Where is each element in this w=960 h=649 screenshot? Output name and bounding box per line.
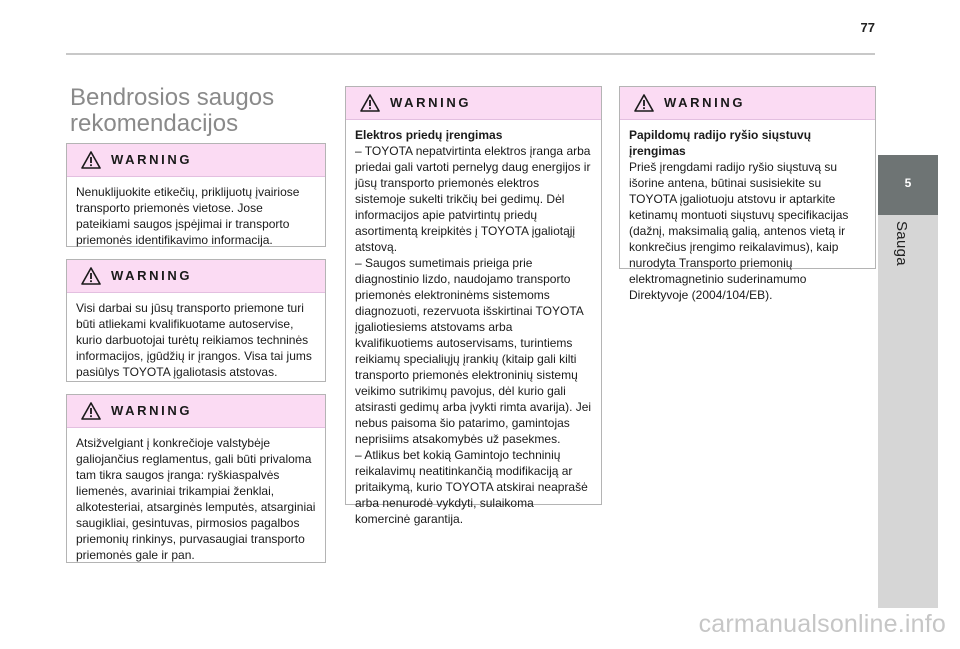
header-rule xyxy=(66,53,875,55)
chapter-label: Sauga xyxy=(893,221,910,266)
warning-text: – TOYOTA nepatvirtinta elektros įranga arba priedai gali vartoti pernelyg daug energijos ir jūsų transporto priemonės elektros sistemoje sukelti trikčių bei gedimų. Dėl informacijos apie patvirtintų priedų asortimentą kreipkitės į TOYOTA įgaliotąjį atstovą. xyxy=(355,144,591,254)
chapter-tab[interactable] xyxy=(878,155,938,215)
warning-subheading: Papildomų radijo ryšio siųstuvų įrengimas xyxy=(629,128,812,158)
warning-triangle-icon xyxy=(81,402,101,420)
warning-box-equipment xyxy=(66,394,326,563)
warning-title: WARNING xyxy=(664,95,746,110)
warning-body xyxy=(346,120,601,536)
warning-box-service xyxy=(66,259,326,382)
warning-body xyxy=(67,428,325,572)
warning-box-radio-transmitters xyxy=(619,86,876,302)
warning-body xyxy=(67,177,325,257)
warning-header xyxy=(67,395,325,428)
warning-text: Atsižvelgiant į konkrečioje valstybėje galiojančius reglamentus, gali būti privaloma tam tikra saugos įranga: ryškiaspalvės liemenės, avariniai trikampiai ženklai, alkotesteriai, atsarginės lemputės, atsarginiai saugikliai, gesintuvas, pirmosios pagalbos priemonių rinkinys, purvasaugiai transporto priemonės gale ir pan. xyxy=(76,436,316,562)
warning-title: WARNING xyxy=(111,152,193,167)
warning-title: WARNING xyxy=(111,403,193,418)
section-title: Bendrosios saugos rekomendacijos xyxy=(70,84,275,137)
warning-triangle-icon xyxy=(81,151,101,169)
warning-header xyxy=(346,87,601,120)
warning-text: Visi darbai su jūsų transporto priemone turi būti atliekami kvalifikuotame autoservise, kurio darbuotojai turėtų reikiamos techninės informacijos, įgūdžių ir įrangos. Visa tai jums pasiūlys TOYOTA įgaliotasis atstovas. xyxy=(76,301,312,379)
warning-box-labels xyxy=(66,143,326,247)
chapter-tab-strip xyxy=(878,215,938,608)
warning-box-electrical-accessories xyxy=(345,86,602,526)
warning-title: WARNING xyxy=(111,268,193,283)
warning-text: – Atlikus bet kokią Gamintojo techninių reikalavimų neatitinkančią modifikaciją ar pritaikymą, kurio TOYOTA atskirai neaprašė arba nenurodė vykdyti, sulaikoma komercinė garantija. xyxy=(355,448,588,526)
warning-triangle-icon xyxy=(81,267,101,285)
warning-text: Prieš įrengdami radijo ryšio siųstuvą su išorine antena, būtinai susisiekite su TOYOTA įgaliotuoju atstovu ir aptarkite ketinamų montuoti siųstuvų specifikacijas (dažnį, maksimalią galią, antenos vietą ir konkrečius įrengimo reikalavimus), kaip nurodyta Transporto priemonių elektromagnetinio suderinamumo Direktyvoje (2004/104/EB). xyxy=(629,160,849,302)
warning-subheading: Elektros priedų įrengimas xyxy=(355,128,503,142)
warning-title: WARNING xyxy=(390,95,472,110)
watermark: carmanualsonline.info xyxy=(698,610,946,638)
warning-text: – Saugos sumetimais prieiga prie diagnostinio lizdo, naudojamo transporto priemonės elektroninėms sistemoms diagnozuoti, rezervuota išskirtinai TOYOTA įgaliotiesiems atstovams arba kvalifikuotiems autoservisams, turintiems reikiamų specialiųjų įrankių (kitaip gali kilti transporto priemonės elektroninių sistemų veikimo sutrikimų pavojus, dėl kurio gali atsirasti gedimų arba įvykti rimta avarija). Jei nebus paisoma šio patarimo, gamintojas neprisiims atsakomybės už pasekmes. xyxy=(355,256,592,446)
warning-header xyxy=(620,87,875,120)
warning-header xyxy=(67,260,325,293)
warning-body xyxy=(620,120,875,312)
chapter-number: 5 xyxy=(904,176,912,190)
page-number: 77 xyxy=(860,20,875,35)
warning-text: Nenuklijuokite etikečių, priklijuotų įvairiose transporto priemonės vietose. Jose pateikiami saugos įspėjimai ir transporto priemonės identifikavimo informacija. xyxy=(76,185,300,247)
warning-body xyxy=(67,293,325,389)
warning-triangle-icon xyxy=(634,94,654,112)
warning-header xyxy=(67,144,325,177)
warning-triangle-icon xyxy=(360,94,380,112)
